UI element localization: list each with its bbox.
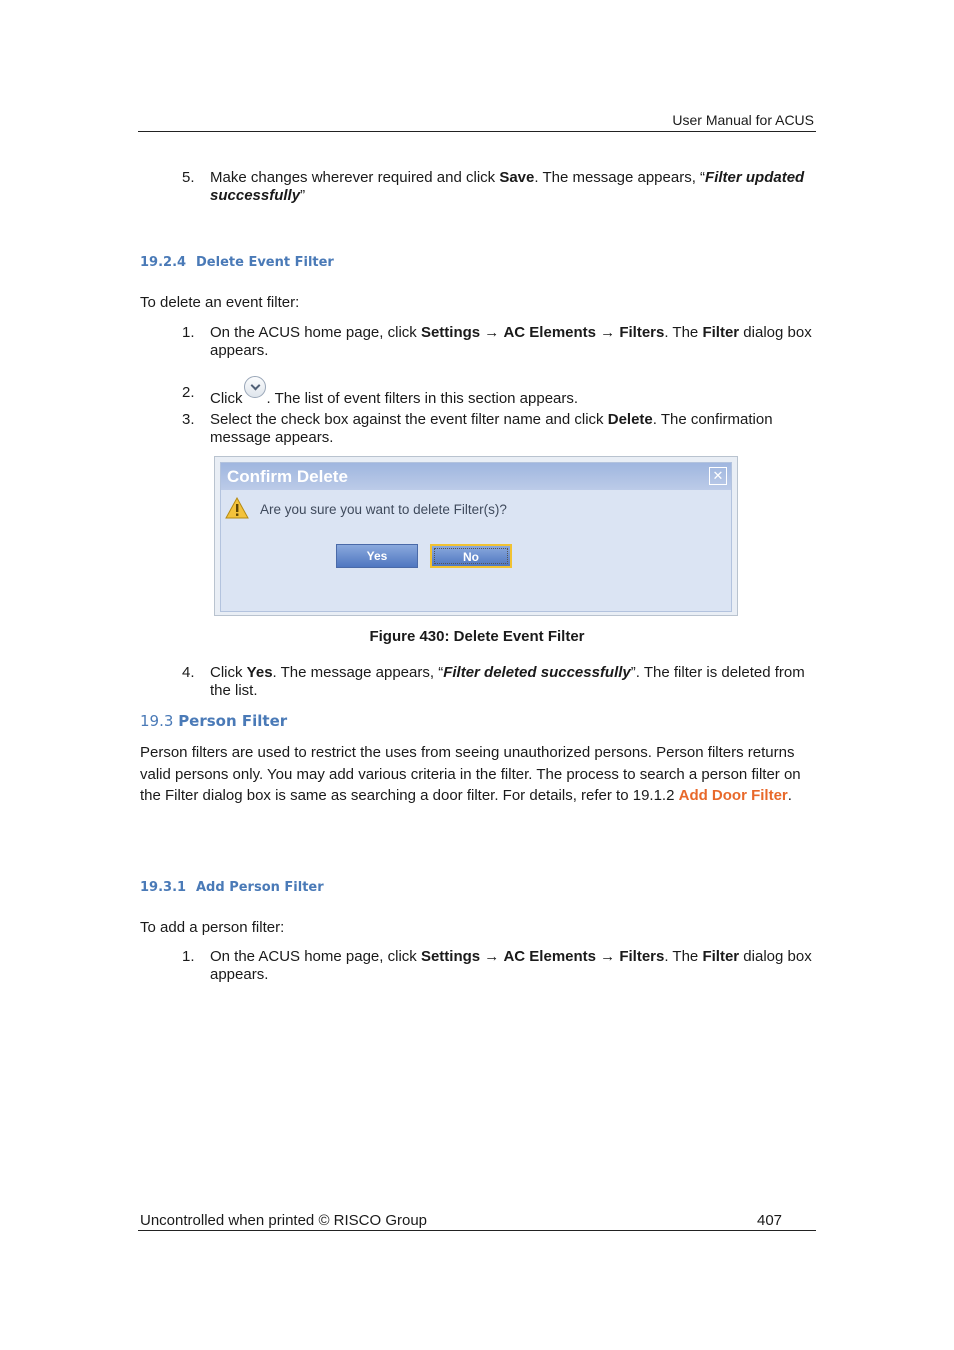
add-door-filter-link[interactable]: Add Door Filter	[678, 787, 788, 804]
figure-caption: Figure 430: Delete Event Filter	[369, 628, 585, 645]
person-filter-paragraph: Person filters are used to restrict the uses from seeing unauthorized persons. Person filters returns valid persons only. You may add various criteria in the filter. The process to search a person filter on the Filter dialog box is same as searching a door filter. For details, refer to 19.1.2 Add Door Filter.	[140, 744, 801, 804]
step-text: Click Yes. The message appears, “Filter deleted successfully”. The filter is deleted from the list.	[210, 664, 805, 699]
step-text: Make changes wherever required and click Save. The message appears, “Filter updated successfully”	[210, 169, 805, 204]
header-title: User Manual for ACUS	[672, 112, 814, 128]
footer-copyright: Uncontrolled when printed © RISCO Group	[140, 1212, 428, 1229]
dialog-title: Confirm Delete	[221, 463, 731, 490]
section-heading-19-3: 19.3 Person Filter	[140, 712, 288, 730]
add-step-1	[182, 948, 812, 984]
section-heading-19-3-1: 19.3.1 Add Person Filter	[140, 880, 324, 895]
chevron-down-icon[interactable]	[244, 376, 266, 398]
confirm-delete-figure	[214, 456, 738, 616]
delete-step-1	[182, 324, 812, 360]
step-text: Select the check box against the event filter name and click Delete. The confirmation message appears.	[210, 411, 773, 446]
step-number: 4.	[182, 664, 195, 681]
page-number: 407	[757, 1212, 783, 1229]
close-icon[interactable]: ✕	[709, 467, 727, 485]
delete-step-4	[182, 664, 812, 700]
step-number: 2.	[182, 384, 195, 401]
confirm-delete-dialog	[220, 462, 732, 612]
step-5	[182, 169, 812, 205]
delete-step-3	[182, 411, 812, 447]
step-text: On the ACUS home page, click Settings → AC Elements → Filters. The Filter dialog box appears.	[210, 324, 812, 359]
delete-step-2	[182, 384, 812, 408]
step-number: 1.	[182, 324, 195, 341]
dialog-message: Are you sure you want to delete Filter(s)?	[260, 502, 507, 517]
step-number: 1.	[182, 948, 195, 965]
no-button[interactable]: No	[430, 544, 512, 568]
step-number: 3.	[182, 411, 195, 428]
step-text: On the ACUS home page, click Settings → AC Elements → Filters. The Filter dialog box appears.	[210, 948, 812, 983]
warning-icon	[225, 497, 249, 519]
section-heading-19-2-4: 19.2.4 Delete Event Filter	[140, 255, 334, 270]
footer-rule	[138, 1230, 816, 1231]
intro-add: To add a person filter:	[140, 919, 285, 936]
yes-button[interactable]: Yes	[336, 544, 418, 568]
step-number: 5.	[182, 169, 195, 186]
header-rule	[138, 131, 816, 132]
step-text: Click . The list of event filters in this section appears.	[210, 384, 812, 408]
intro-delete: To delete an event filter:	[140, 294, 300, 311]
